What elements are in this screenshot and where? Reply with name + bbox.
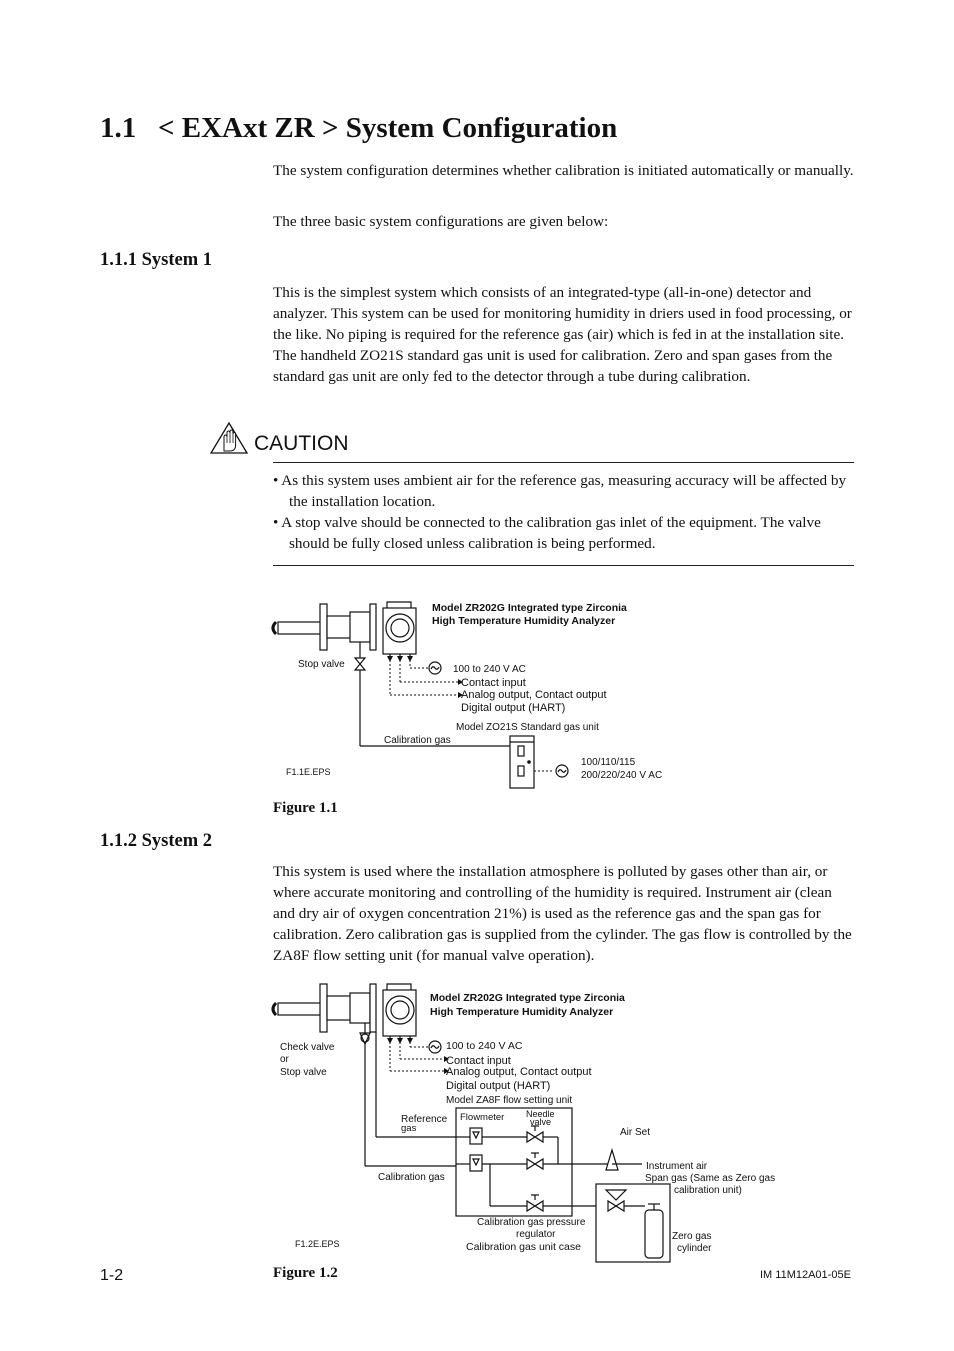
section-title: < EXAxt ZR > System Configuration	[158, 112, 618, 144]
fig2-file-label: F1.2E.EPS	[295, 1239, 340, 1249]
fig2-check-valve-label: Check valve	[280, 1042, 335, 1053]
figure-caption: Figure 1.2	[273, 1265, 338, 1281]
fig2-model-label: High Temperature Humidity Analyzer	[430, 1006, 614, 1018]
fig1-unit-power-label: 200/220/240 V AC	[581, 770, 663, 781]
fig1-unit-power-label: 100/110/115	[581, 757, 636, 768]
fig2-flowmeter-label: Flowmeter	[460, 1112, 505, 1123]
fig2-gas-label: gas	[401, 1123, 417, 1134]
fig2-flow-unit-label: Model ZA8F flow setting unit	[446, 1095, 573, 1106]
system1-description: This is the simplest system which consists of an integrated-type (all-in-one) detector and analyzer. This system can be used for monitoring humidity in driers used in food processing, or the like. No piping is required for the reference gas (air) which is fed in at the installation site. The handheld ZO21S standard gas unit is used for calibration. Zero and span gases from the standard gas unit are only fed to the detector through a tube during calibration.	[273, 284, 852, 385]
fig2-or-label: or	[280, 1054, 289, 1065]
fig1-digital-output-label: Digital output (HART)	[461, 702, 566, 714]
caution-top-rule	[273, 462, 854, 463]
fig2-model-label: Model ZR202G Integrated type Zirconia	[430, 992, 625, 1004]
fig2-span-gas-label: Span gas (Same as Zero gas	[645, 1173, 776, 1184]
fig2-regulator-label: regulator	[516, 1229, 556, 1240]
system2-description: This system is used where the installation atmosphere is polluted by gases other than air, or where accurate monitoring and controlling of the humidity is required. Instrument air (clean and dry air of oxygen concentration 21%) is used as the reference gas and the span gas for calibration. Zero calibration gas is supplied from the cylinder. The gas flow is controlled by the ZA8F flow setting unit (for manual valve operation).	[273, 863, 852, 964]
document-id: IM 11M12A01-05E	[760, 1269, 851, 1281]
fig2-needle-label: Needle	[526, 1109, 555, 1119]
fig2-valve-label: valve	[530, 1117, 552, 1127]
subsection-heading: 1.1.1 System 1	[100, 250, 213, 270]
fig1-power-label: 100 to 240 V AC	[453, 664, 526, 675]
fig2-stop-valve-label: Stop valve	[280, 1067, 327, 1078]
page-number: 1-2	[100, 1267, 124, 1284]
caution-title: CAUTION	[254, 432, 349, 455]
fig1-std-gas-unit-label: Model ZO21S Standard gas unit	[456, 722, 599, 733]
fig2-analog-output-label: Analog output, Contact output	[446, 1066, 592, 1078]
fig2-contact-input-label: Contact input	[446, 1055, 511, 1067]
fig2-digital-output-label: Digital output (HART)	[446, 1080, 551, 1092]
fig1-stop-valve-label: Stop valve	[298, 659, 345, 670]
fig2-air-set-label: Air Set	[620, 1127, 651, 1138]
caution-bullet: • A stop valve should be connected to the calibration gas inlet of the equipment. The valve should be fully closed unless calibration is being performed.	[273, 514, 821, 552]
caution-bullet: • As this system uses ambient air for the reference gas, measuring accuracy will be affected by the installation location.	[273, 472, 847, 510]
fig2-instrument-air-label: Instrument air	[646, 1161, 708, 1172]
fig1-model-label: High Temperature Humidity Analyzer	[432, 615, 616, 627]
fig1-file-label: F1.1E.EPS	[286, 767, 331, 777]
caution-bottom-rule	[273, 565, 854, 566]
section-number: 1.1	[100, 112, 137, 144]
fig1-calibration-gas-label: Calibration gas	[384, 735, 451, 746]
fig2-span-gas-label: calibration unit)	[674, 1185, 742, 1196]
fig2-unit-case-label: Calibration gas unit case	[466, 1241, 581, 1253]
intro-paragraph: The three basic system configurations are given below:	[273, 213, 609, 230]
figure-1-2-diagram	[260, 978, 820, 1266]
figure-1-1-diagram	[260, 590, 820, 800]
fig1-model-label: Model ZR202G Integrated type Zirconia	[432, 602, 627, 614]
fig2-power-label: 100 to 240 V AC	[446, 1040, 523, 1052]
fig2-calibration-gas-label: Calibration gas	[378, 1172, 445, 1183]
fig2-reference-label: Reference	[401, 1114, 448, 1125]
intro-paragraph: The system configuration determines whether calibration is initiated automatically or manually.	[273, 162, 854, 179]
fig2-cylinder-label: cylinder	[677, 1243, 712, 1254]
fig2-regulator-label: Calibration gas pressure	[477, 1217, 586, 1228]
subsection-heading: 1.1.2 System 2	[100, 831, 213, 851]
caution-hand-icon	[209, 421, 249, 455]
page-title	[100, 112, 617, 145]
fig1-analog-output-label: Analog output, Contact output	[461, 689, 607, 701]
fig2-zero-gas-label: Zero gas	[672, 1231, 712, 1242]
fig1-contact-input-label: Contact input	[461, 677, 526, 689]
figure-caption: Figure 1.1	[273, 800, 338, 816]
